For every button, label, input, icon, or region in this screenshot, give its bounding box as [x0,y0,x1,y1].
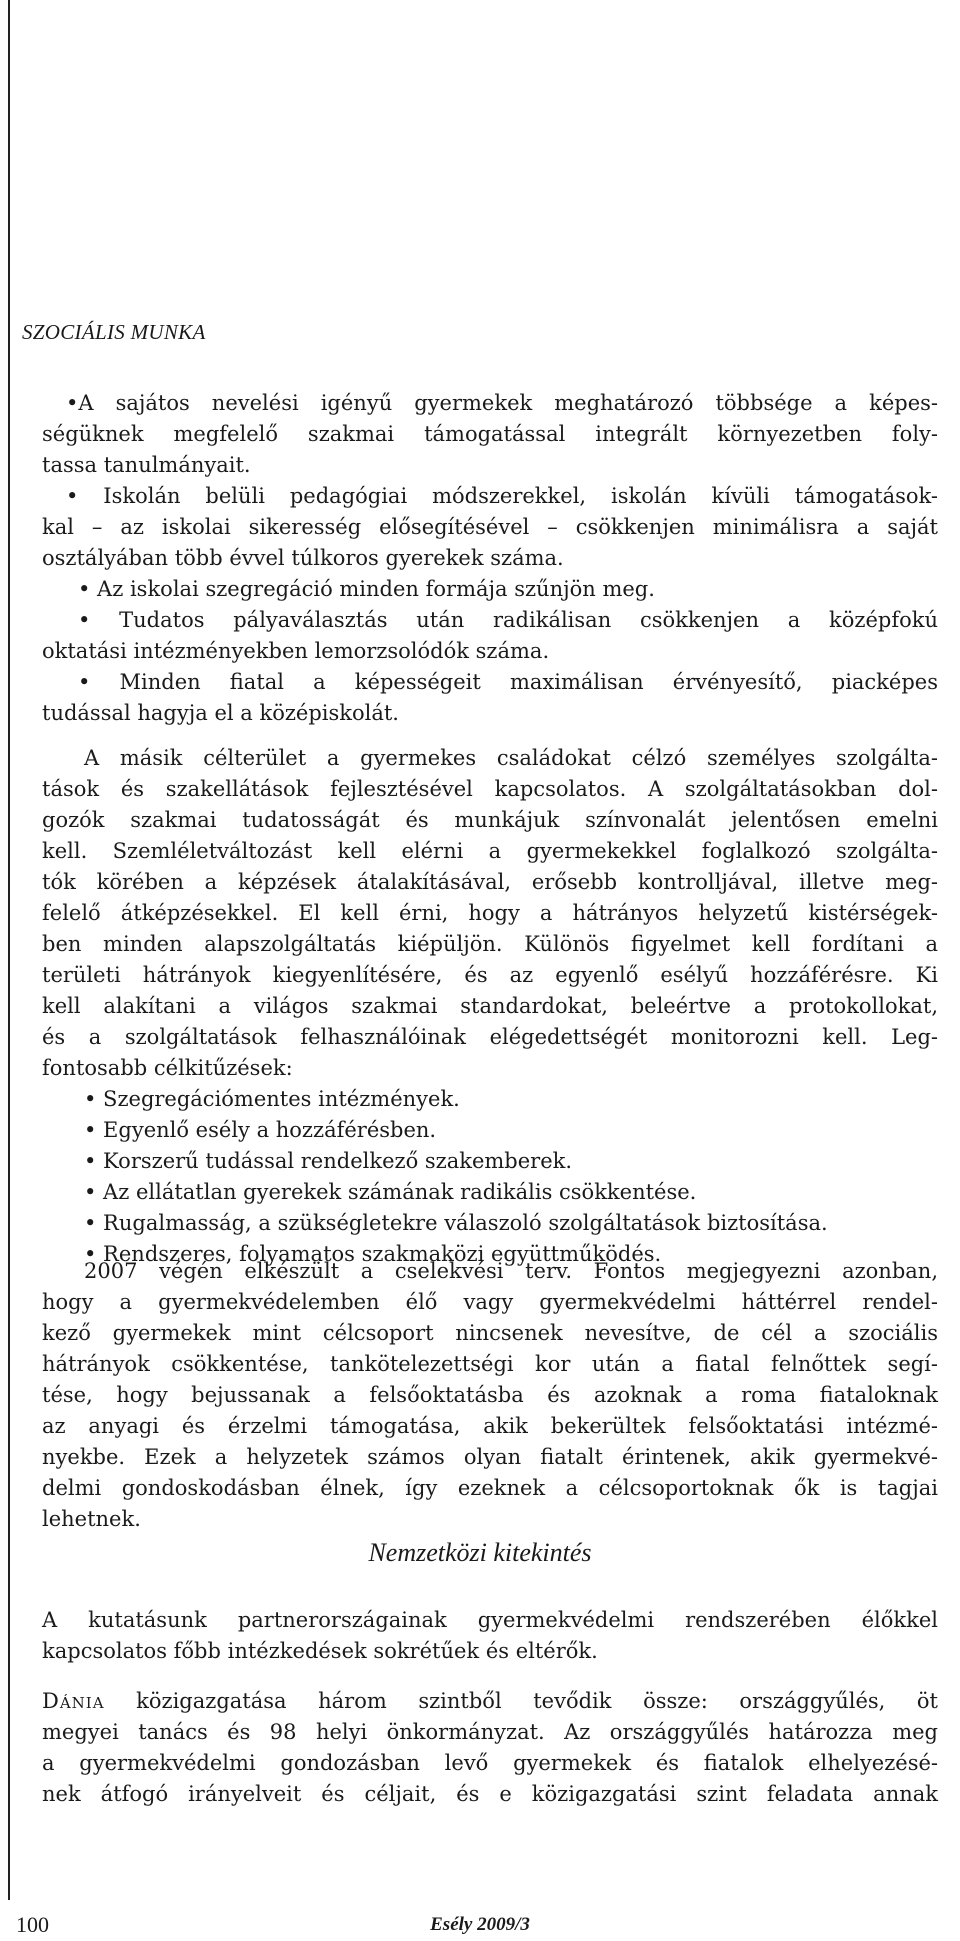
para5-line-2: megyei tanács és 98 helyi önkormányzat. Az országgyűlés határozza meg [42,1720,938,1744]
para3-line-9: lehetnek. [42,1507,141,1531]
bullet-list-top [42,388,938,729]
para3-line-1: 2007 végén elkészült a cselekvési terv. Fontos megjegyezni azonban, [84,1259,938,1283]
para3-line-7: nyekbe. Ezek a helyzetek számos olyan fiatalt érintenek, akik gyermekvé- [42,1445,938,1469]
para2-line-6: felelő átképzésekkel. El kell érni, hogy a hátrányos helyzetű kistérségek- [42,901,938,925]
goal-item: • Rendszeres, folyamatos szakmaközi együttműködés. [84,1242,662,1266]
para4-line-1: A kutatásunk partnerországainak gyermekvédelmi rendszerében élőkkel [42,1608,938,1632]
bullet-2-line-1: • Iskolán belüli pedagógiai módszerekkel, iskolán kívüli támogatások- [66,484,938,508]
para5-line-1 [42,1686,938,1717]
paragraph-action-plan [42,1256,938,1535]
section-title: Nemzetközi kitekintés [368,1538,592,1567]
para3-line-2: hogy a gyermekvédelemben élő vagy gyermekvédelmi háttérrel rendel- [42,1290,938,1314]
para2-line-4: kell. Szemléletváltozást kell elérni a gyermekekkel foglalkozó szolgálta- [42,839,938,863]
para3-line-5: tése, hogy bejussanak a felsőoktatásba és azoknak a roma fiataloknak [42,1383,938,1407]
goal-item: • Az ellátatlan gyerekek számának radikális csökkentése. [84,1180,697,1204]
bullet-3-line-1: • Az iskolai szegregáció minden formája szűnjön meg. [78,577,655,601]
para2-line-9: kell alakítani a világos szakmai standardokat, beleértve a protokollokat, [42,994,938,1018]
para2-line-8: területi hátrányok kiegyenlítésére, és az egyenlő esélyű hozzáférésre. Ki [42,963,938,987]
paragraph-denmark [42,1686,938,1810]
left-margin-rule [8,0,10,1900]
para2-line-5: tók körében a képzések átalakításával, erősebb kontrolljával, illetve meg- [42,870,938,894]
para2-line-11: fontosabb célkitűzések: [42,1056,293,1080]
para5-line-1-text: közigazgatása három szintből tevődik össze: országgyűlés, öt [104,1689,938,1713]
country-name: Dánia [42,1689,105,1713]
bullet-5-line-2: tudással hagyja el a középiskolát. [42,701,399,725]
goal-item: • Egyenlő esély a hozzáférésben. [84,1118,437,1142]
para3-line-6: az anyagi és érzelmi támogatása, akik bekerültek felsőoktatási intézmé- [42,1414,938,1438]
journal-title: Esély 2009/3 [430,1914,530,1935]
para2-line-1: A másik célterület a gyermekes családokat célzó személyes szolgálta- [84,746,938,770]
bullet-4-line-2: oktatási intézményekben lemorzsolódók száma. [42,639,550,663]
bullet-2-line-3: osztályában több évvel túlkoros gyerekek száma. [42,546,564,570]
page-number: 100 [16,1912,49,1937]
para3-line-3: kező gyermekek mint célcsoport nincsenek nevesítve, de cél a szociális [42,1321,938,1345]
bullet-5-line-1: • Minden fiatal a képességeit maximálisan érvényesítő, piacképes [78,670,938,694]
para4-line-2: kapcsolatos főbb intézkedések sokrétűek és eltérők. [42,1639,598,1663]
goal-item: • Rugalmasság, a szükségletekre válaszoló szolgáltatások biztosítása. [84,1211,828,1235]
bullet-4-line-1: • Tudatos pályaválasztás után radikálisan csökkenjen a középfokú [78,608,938,632]
paragraph-international [42,1605,938,1667]
para2-line-10: és a szolgáltatások felhasználóinak elégedettségét monitorozni kell. Leg- [42,1025,938,1049]
running-header: SZOCIÁLIS MUNKA [22,320,206,344]
goal-item: • Szegregációmentes intézmények. [84,1087,460,1111]
bullet-1-line-2: ségüknek megfelelő szakmai támogatással integrált környezetben foly- [42,422,938,446]
para5-line-3: a gyermekvédelmi gondozásban levő gyermekek és fiatalok elhelyezésé- [42,1751,938,1775]
goal-item: • Korszerű tudással rendelkező szakemberek. [84,1149,573,1173]
bullet-2-line-2: kal – az iskolai sikeresség elősegítésével – csökkenjen minimálisra a saját [42,515,938,539]
para5-line-4: nek átfogó irányelveit és céljait, és e közigazgatási szint feladata annak [42,1782,938,1806]
paragraph-services [42,743,938,1270]
bullet-1-line-1: •A sajátos nevelési igényű gyermekek meghatározó többsége a képes- [66,391,938,415]
para2-line-2: tások és szakellátások fejlesztésével kapcsolatos. A szolgáltatásokban dol- [42,777,938,801]
para2-line-7: ben minden alapszolgáltatás kiépüljön. Különös figyelmet kell fordítani a [42,932,938,956]
para3-line-4: hátrányok csökkentése, tankötelezettségi kor után a fiatal felnőttek segí- [42,1352,938,1376]
para2-line-3: gozók szakmai tudatosságát és munkájuk színvonalát jelentősen emelni [42,808,938,832]
para3-line-8: delmi gondoskodásban élnek, így ezeknek a célcsoportoknak ők is tagjai [42,1476,938,1500]
bullet-1-line-3: tassa tanulmányait. [42,453,251,477]
